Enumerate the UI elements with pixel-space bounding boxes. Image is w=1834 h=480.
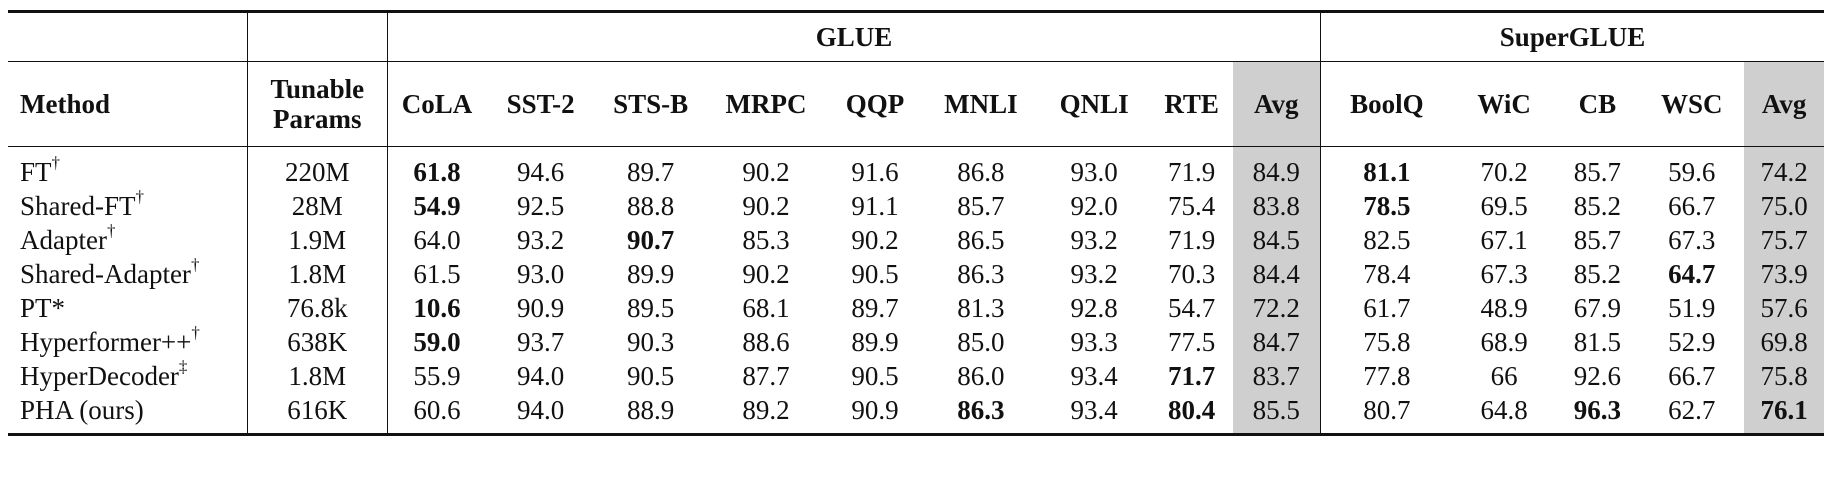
superglue-avg-cell: 75.0 xyxy=(1744,189,1824,223)
best-score: 59.0 xyxy=(413,326,461,357)
glue-score-cell: 89.7 xyxy=(627,156,675,187)
glue-score-cell: 91.1 xyxy=(851,190,899,221)
glue-avg-cell: 83.7 xyxy=(1233,359,1321,393)
glue-score-cell xyxy=(595,223,706,257)
glue-score-cell: 89.7 xyxy=(851,292,899,323)
superglue-score-cell xyxy=(1639,257,1744,291)
glue-score-cell: 93.2 xyxy=(1070,224,1118,255)
glue-score-cell: 90.5 xyxy=(851,258,899,289)
params-cell: 1.8M xyxy=(247,359,387,393)
superglue-col-header: WSC xyxy=(1639,62,1744,147)
superglue-score-cell: 62.7 xyxy=(1639,393,1744,435)
glue-score-cell: 70.3 xyxy=(1167,258,1216,289)
best-score: 10.6 xyxy=(413,292,461,323)
superglue-score-cell: 85.2 xyxy=(1573,190,1621,221)
glue-score-cell: 90.3 xyxy=(627,326,675,357)
glue-score-cell: 90.9 xyxy=(826,393,925,435)
glue-score-cell xyxy=(388,147,487,190)
glue-score-cell: 88.6 xyxy=(742,326,790,357)
method-name: Adapter xyxy=(20,224,107,255)
glue-score-cell: 93.4 xyxy=(1070,360,1118,391)
params-cell: 1.8M xyxy=(247,257,387,291)
glue-score-cell: 87.7 xyxy=(742,360,790,391)
glue-avg-cell: 84.9 xyxy=(1233,147,1321,190)
footnote-mark: † xyxy=(135,186,144,206)
method-cell xyxy=(8,393,247,435)
superglue-avg-cell: 73.9 xyxy=(1744,257,1824,291)
method-name: Shared-Adapter xyxy=(20,258,191,289)
glue-col-header: MRPC xyxy=(706,62,826,147)
blank-method-header xyxy=(8,12,247,62)
superglue-score-cell: 82.5 xyxy=(1321,223,1453,257)
glue-score-cell: 93.4 xyxy=(1038,393,1151,435)
superglue-avg-cell: 69.8 xyxy=(1744,325,1824,359)
best-score: 90.7 xyxy=(627,224,675,255)
glue-score-cell: 68.1 xyxy=(742,292,790,323)
method-name: PT* xyxy=(20,292,66,323)
best-score: 86.3 xyxy=(957,394,1005,425)
params-cell: 638K xyxy=(247,325,387,359)
glue-col-header: CoLA xyxy=(388,62,487,147)
table-row xyxy=(8,325,1824,359)
table-row xyxy=(8,147,1824,190)
glue-score-cell: 92.0 xyxy=(1070,190,1118,221)
glue-group-header: GLUE xyxy=(388,12,1321,62)
superglue-score-cell: 80.7 xyxy=(1321,393,1453,435)
glue-avg-cell: 84.4 xyxy=(1233,257,1321,291)
glue-score-cell: 89.9 xyxy=(851,326,899,357)
best-score: 96.3 xyxy=(1573,394,1621,425)
method-cell xyxy=(8,220,247,257)
glue-score-cell: 86.0 xyxy=(957,360,1005,391)
params-cell: 220M xyxy=(247,147,387,190)
glue-score-cell: 89.2 xyxy=(706,393,826,435)
superglue-score-cell: 66 xyxy=(1490,360,1518,391)
results-body xyxy=(8,147,1824,435)
best-score: 81.1 xyxy=(1363,156,1411,187)
glue-avg-cell: 83.8 xyxy=(1233,189,1321,223)
glue-score-cell: 92.8 xyxy=(1070,292,1118,323)
table-row xyxy=(8,189,1824,223)
table-row xyxy=(8,257,1824,291)
superglue-col-header: WiC xyxy=(1453,62,1556,147)
glue-score-cell xyxy=(1151,393,1233,435)
footnote-mark: † xyxy=(106,220,116,240)
glue-avg-cell: 84.5 xyxy=(1233,223,1321,257)
table-row xyxy=(8,291,1824,325)
best-score: 76.1 xyxy=(1760,394,1808,425)
glue-score-cell: 94.0 xyxy=(486,393,595,435)
method-name: HyperDecoder xyxy=(20,360,179,391)
glue-score-cell xyxy=(388,291,487,325)
glue-score-cell: 90.5 xyxy=(851,360,899,391)
glue-score-cell: 90.5 xyxy=(627,360,675,391)
superglue-score-cell: 92.6 xyxy=(1573,360,1621,391)
method-cell xyxy=(8,186,247,223)
superglue-col-header: BoolQ xyxy=(1321,62,1453,147)
method-cell xyxy=(8,254,247,291)
glue-score-cell: 93.0 xyxy=(1070,156,1118,187)
table-row xyxy=(8,223,1824,257)
glue-avg-cell: 84.7 xyxy=(1233,325,1321,359)
glue-score-cell: 90.2 xyxy=(742,258,790,289)
glue-score-cell: 71.9 xyxy=(1167,224,1216,255)
glue-score-cell: 60.6 xyxy=(388,393,487,435)
params-header-line1: Tunable xyxy=(270,74,365,104)
superglue-score-cell: 59.6 xyxy=(1668,156,1716,187)
method-name: FT xyxy=(20,156,52,187)
best-score: 80.4 xyxy=(1167,394,1216,425)
glue-score-cell: 93.2 xyxy=(516,224,565,255)
superglue-avg-cell: 74.2 xyxy=(1744,147,1824,190)
superglue-avg-cell: 75.8 xyxy=(1744,359,1824,393)
superglue-score-cell: 70.2 xyxy=(1480,156,1528,187)
glue-avg-cell: 85.5 xyxy=(1233,393,1321,435)
glue-score-cell: 85.0 xyxy=(957,326,1005,357)
glue-avg-cell: 72.2 xyxy=(1233,291,1321,325)
glue-score-cell: 86.8 xyxy=(957,156,1005,187)
params-header-line2: Params xyxy=(273,104,362,134)
method-name: Hyperformer++ xyxy=(20,326,192,357)
superglue-score-cell: 66.7 xyxy=(1668,360,1716,391)
glue-score-cell: 81.3 xyxy=(957,292,1005,323)
method-cell xyxy=(8,147,247,190)
superglue-score-cell xyxy=(1321,147,1453,190)
glue-score-cell xyxy=(1151,359,1233,393)
method-cell xyxy=(8,356,247,393)
glue-score-cell: 85.3 xyxy=(742,224,790,255)
superglue-score-cell: 69.5 xyxy=(1480,190,1528,221)
params-cell: 1.9M xyxy=(247,223,387,257)
glue-score-cell: 93.0 xyxy=(516,258,565,289)
params-cell: 616K xyxy=(247,393,387,435)
glue-score-cell: 89.9 xyxy=(627,258,675,289)
method-cell xyxy=(8,322,247,359)
best-score: 64.7 xyxy=(1668,258,1716,289)
glue-score-cell: 85.7 xyxy=(957,190,1005,221)
method-name: PHA (ours) xyxy=(20,394,144,425)
superglue-score-cell: 78.4 xyxy=(1321,257,1453,291)
superglue-score-cell: 77.8 xyxy=(1321,359,1453,393)
table-row xyxy=(8,393,1824,435)
glue-score-cell: 93.2 xyxy=(1070,258,1118,289)
footnote-mark: † xyxy=(51,152,61,172)
superglue-score-cell: 68.9 xyxy=(1480,326,1528,357)
superglue-score-cell: 75.8 xyxy=(1321,325,1453,359)
glue-col-header: RTE xyxy=(1151,62,1233,147)
blank-params-header xyxy=(247,12,387,62)
superglue-score-cell: 85.7 xyxy=(1573,224,1621,255)
glue-score-cell: 77.5 xyxy=(1167,326,1216,357)
glue-score-cell: 88.9 xyxy=(595,393,706,435)
glue-score-cell: 75.4 xyxy=(1167,190,1216,221)
glue-score-cell xyxy=(924,393,1037,435)
params-cell: 76.8k xyxy=(247,291,387,325)
glue-score-cell: 89.5 xyxy=(627,292,675,323)
glue-score-cell: 86.3 xyxy=(957,258,1005,289)
glue-col-header: STS-B xyxy=(595,62,706,147)
superglue-score-cell: 51.9 xyxy=(1668,292,1716,323)
glue-score-cell: 93.3 xyxy=(1070,326,1118,357)
superglue-score-cell: 66.7 xyxy=(1668,190,1716,221)
superglue-avg-cell: 57.6 xyxy=(1744,291,1824,325)
glue-col-header: QQP xyxy=(826,62,925,147)
superglue-avg-cell: 75.7 xyxy=(1744,223,1824,257)
superglue-score-cell: 67.3 xyxy=(1480,258,1528,289)
superglue-score-cell: 85.7 xyxy=(1573,156,1621,187)
method-cell xyxy=(8,291,247,325)
method-header: Method xyxy=(8,62,247,147)
glue-score-cell: 90.2 xyxy=(851,224,899,255)
glue-score-cell: 94.0 xyxy=(516,360,565,391)
best-score: 61.8 xyxy=(413,156,461,187)
glue-score-cell: 91.6 xyxy=(851,156,899,187)
results-table xyxy=(8,10,1824,436)
glue-score-cell xyxy=(388,325,487,359)
superglue-score-cell xyxy=(1555,393,1639,435)
footnote-mark: † xyxy=(190,254,200,274)
glue-score-cell: 54.7 xyxy=(1167,292,1216,323)
glue-score-cell: 90.2 xyxy=(742,156,790,187)
table-row xyxy=(8,359,1824,393)
glue-score-cell: 90.2 xyxy=(742,190,790,221)
superglue-score-cell: 67.3 xyxy=(1668,224,1716,255)
glue-score-cell: 88.8 xyxy=(627,190,675,221)
group-header-row xyxy=(8,12,1824,62)
glue-col-header: QNLI xyxy=(1038,62,1151,147)
params-cell: 28M xyxy=(247,189,387,223)
best-score: 78.5 xyxy=(1363,190,1411,221)
glue-score-cell: 93.7 xyxy=(516,326,565,357)
superglue-score-cell: 52.9 xyxy=(1668,326,1716,357)
glue-avg-header: Avg xyxy=(1233,62,1321,147)
glue-score-cell: 61.5 xyxy=(388,257,487,291)
best-score: 71.7 xyxy=(1167,360,1216,391)
footnote-mark: ‡ xyxy=(178,356,188,376)
glue-score-cell: 90.9 xyxy=(516,292,565,323)
glue-score-cell: 92.5 xyxy=(516,190,565,221)
superglue-score-cell: 81.5 xyxy=(1573,326,1621,357)
superglue-score-cell: 67.9 xyxy=(1573,292,1621,323)
glue-score-cell: 86.5 xyxy=(957,224,1005,255)
column-header-row xyxy=(8,62,1824,147)
glue-score-cell: 55.9 xyxy=(388,359,487,393)
glue-col-header: MNLI xyxy=(924,62,1037,147)
params-header xyxy=(247,62,387,147)
superglue-avg-cell xyxy=(1744,393,1824,435)
superglue-score-cell: 85.2 xyxy=(1573,258,1621,289)
glue-score-cell: 64.0 xyxy=(388,223,487,257)
method-name: Shared-FT xyxy=(20,190,136,221)
glue-score-cell xyxy=(388,189,487,223)
superglue-score-cell: 61.7 xyxy=(1321,291,1453,325)
superglue-group-header: SuperGLUE xyxy=(1321,12,1824,62)
glue-score-cell: 71.9 xyxy=(1167,156,1216,187)
glue-score-cell: 94.6 xyxy=(516,156,565,187)
best-score: 54.9 xyxy=(413,190,461,221)
superglue-score-cell: 64.8 xyxy=(1453,393,1556,435)
superglue-col-header: CB xyxy=(1555,62,1639,147)
superglue-score-cell xyxy=(1321,189,1453,223)
superglue-score-cell: 67.1 xyxy=(1480,224,1528,255)
footnote-mark: † xyxy=(191,322,200,342)
superglue-score-cell: 48.9 xyxy=(1480,292,1528,323)
superglue-avg-header: Avg xyxy=(1744,62,1824,147)
glue-col-header: SST-2 xyxy=(486,62,595,147)
